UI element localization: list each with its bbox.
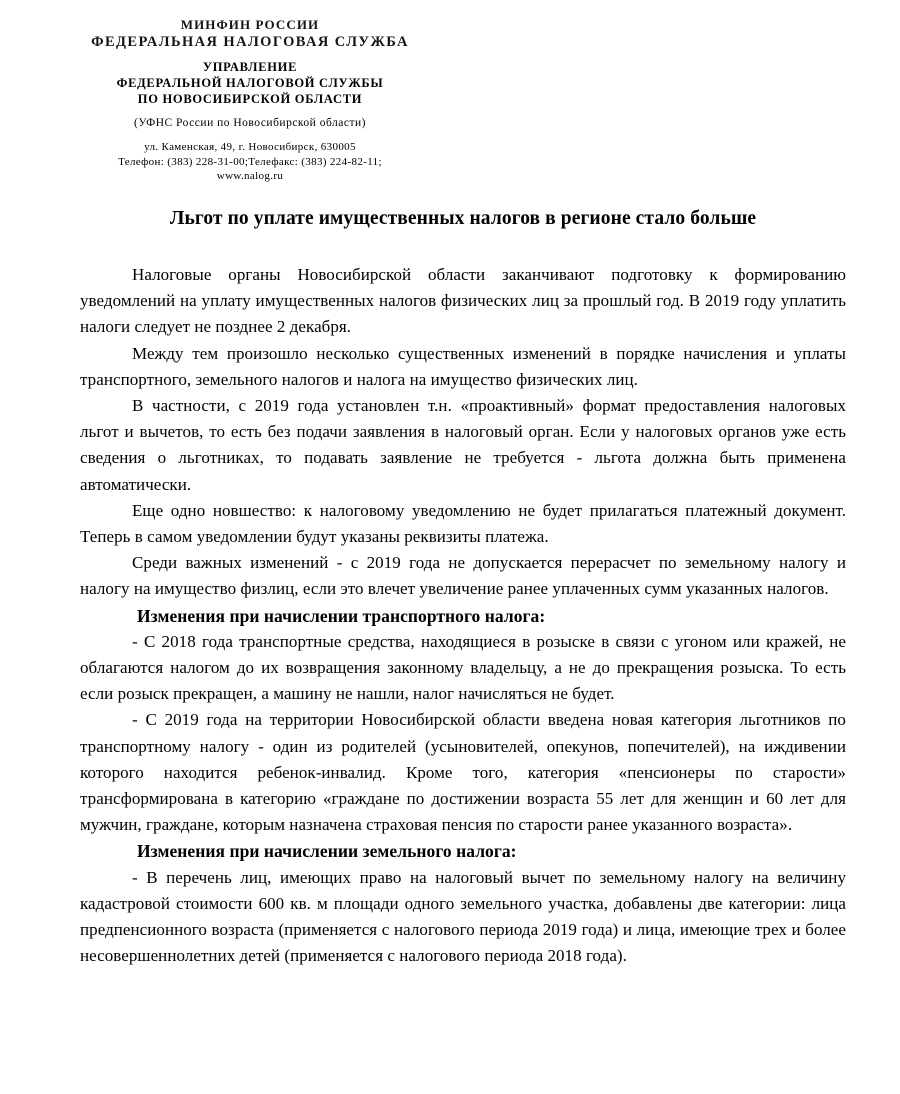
letterhead-phones: Телефон: (383) 228-31-00;Телефакс: (383) 224-82-11; — [118, 155, 382, 168]
subheading-land-tax: Изменения при начислении земельного налога: — [137, 841, 517, 862]
transport-item-stolen-vehicles: - С 2018 года транспортные средства, находящиеся в розыске в связи с угоном или кражей, не облагаются налогом до их возвращения законному владельцу, а не до прекращения розыска. То есть если розыск прекращен, а машину не нашли, налог начисляться не будет. — [80, 631, 846, 704]
paragraph-intro: Налоговые органы Новосибирской области заканчивают подготовку к формированию уведомлений на уплату имущественных налогов физических лиц за прошлый год. В 2019 году уплатить налоги следует не позднее 2 декабря. — [80, 265, 846, 337]
letterhead-department-line1: УПРАВЛЕНИЕ — [202, 60, 298, 74]
paragraph-proactive-format: В частности, с 2019 года установлен т.н. «проактивный» формат предоставления налоговых льгот и вычетов, то есть без подачи заявления в налоговый орган. Если у налоговых органов уже есть сведения о льготниках, то подавать заявление не требуется - льгота должна быть применена автоматически. — [80, 396, 846, 494]
letterhead — [50, 16, 450, 184]
letterhead-ministry: МИНФИН РОССИИ — [180, 17, 320, 32]
letterhead-service: ФЕДЕРАЛЬНАЯ НАЛОГОВАЯ СЛУЖБА — [91, 34, 409, 50]
paragraph-no-payment-doc: Еще одно новшество: к налоговому уведомлению не будет прилагаться платежный документ. Теперь в самом уведомлении будут указаны реквизиты платежа. — [80, 500, 846, 547]
paragraph-no-recalculation: Среди важных изменений - с 2019 года не допускается перерасчет по земельному налогу и налогу на имущество физлиц, если это влечет увеличение ранее уплаченных сумм указанных налогов. — [80, 553, 846, 599]
paragraph-changes-overview: Между тем произошло несколько существенных изменений в порядке начисления и уплаты транспортного, земельного налогов и налога на имущество физических лиц. — [80, 343, 846, 389]
letterhead-website: www.nalog.ru — [216, 170, 284, 182]
page-title: Льгот по уплате имущественных налогов в регионе стало больше — [169, 208, 757, 229]
letterhead-department-line3: ПО НОВОСИБИРСКОЙ ОБЛАСТИ — [137, 92, 363, 106]
transport-item-new-category: - С 2019 года на территории Новосибирской области введена новая категория льготников по транспортному налогу - один из родителей (усыновителей, опекунов, попечителей), на иждивении которого находится ребенок-инвалид. Кроме того, категория «пенсионеры по старости» трансформирована в категорию «граждане по достижении возраста 55 лет для женщин и 60 лет для мужчин, граждане, которым назначена страховая пенсия по старости ранее указанного возраста». — [80, 710, 846, 835]
subheading-transport-tax: Изменения при начислении транспортного налога: — [137, 605, 546, 626]
letterhead-department — [50, 59, 450, 107]
land-item-deduction-categories: - В перечень лиц, имеющих право на налоговый вычет по земельному налогу на величину кадастровой стоимости 600 кв. м площади одного земельного участка, добавлены две категории: лица предпенсионного возраста (применяется с налогового периода 2019 года) и лица, имеющие трех и более несовершеннолетних детей (применяется с налогового периода 2018 года). — [80, 867, 846, 966]
letterhead-short-name: (УФНС России по Новосибирской области) — [134, 117, 366, 129]
letterhead-contacts — [50, 140, 450, 184]
letterhead-department-line2: ФЕДЕРАЛЬНОЙ НАЛОГОВОЙ СЛУЖБЫ — [116, 76, 384, 90]
letterhead-address: ул. Каменская, 49, г. Новосибирск, 630005 — [144, 141, 356, 153]
document-body — [80, 206, 846, 969]
